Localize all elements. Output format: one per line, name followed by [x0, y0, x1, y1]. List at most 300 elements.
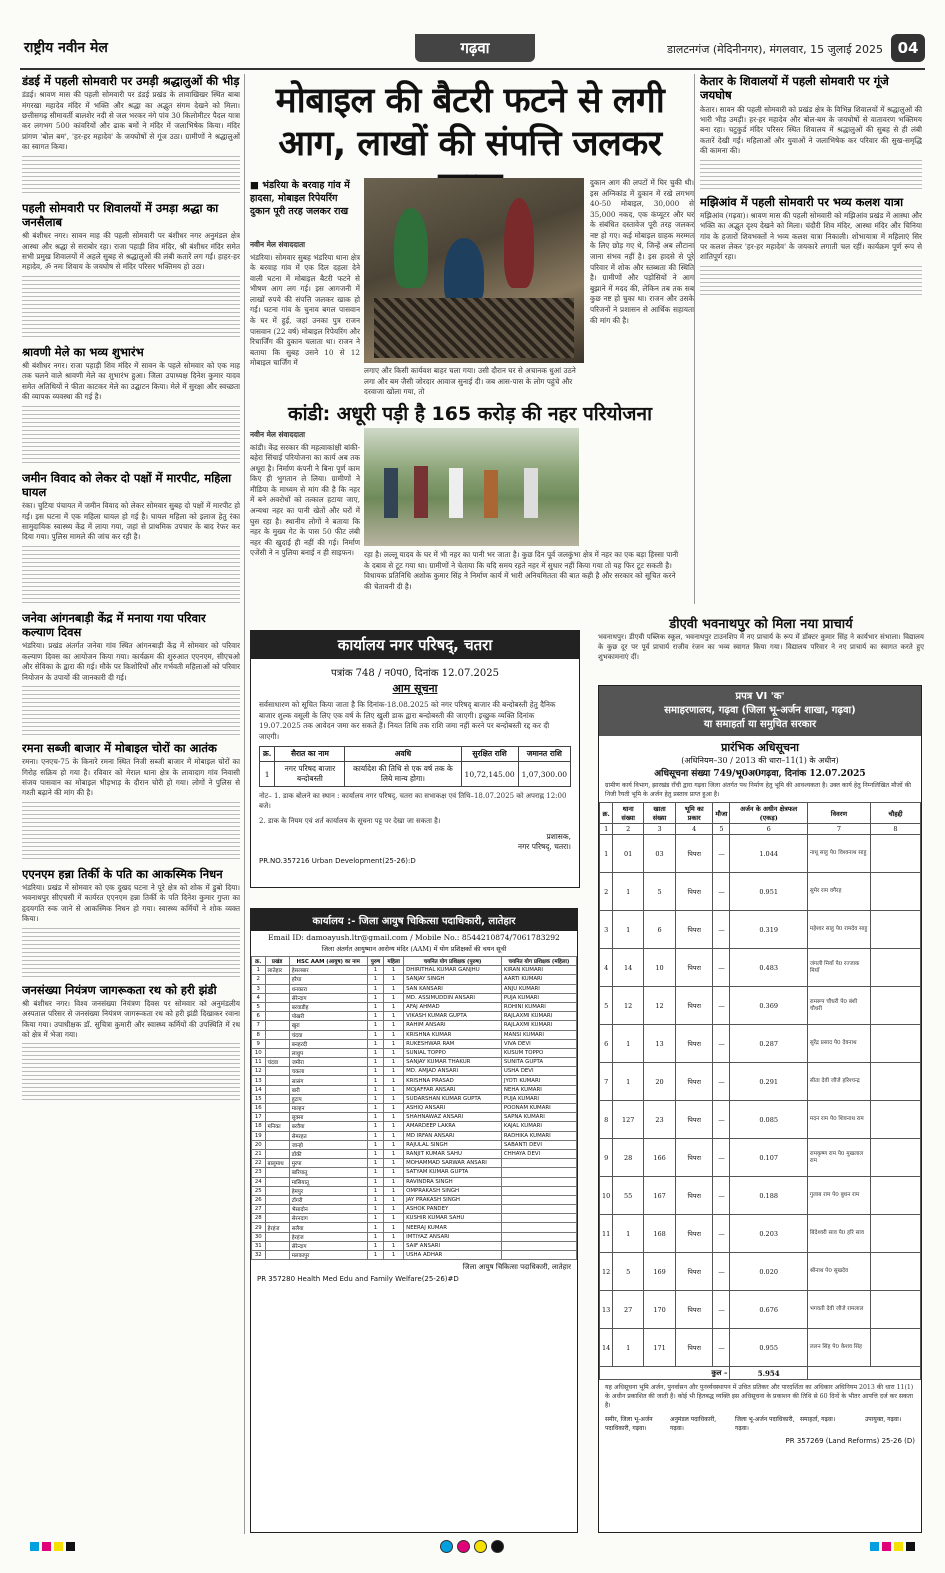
boundary-cell	[871, 1253, 921, 1291]
table-cell	[265, 1067, 289, 1076]
table-cell: पिपरा	[676, 873, 713, 911]
notice-subtitle: आम सूचना	[392, 682, 438, 695]
table-cell: 0.319	[730, 911, 807, 949]
table-row	[252, 1186, 577, 1195]
table-cell	[501, 1186, 576, 1195]
table-cell: 12	[644, 987, 676, 1025]
table-row	[252, 1030, 577, 1039]
table-cell	[501, 1251, 576, 1260]
table-cell	[265, 1214, 289, 1223]
lead-body-col1	[250, 240, 360, 369]
story-body: मझिआंव (गढ़वा)। श्रावण मास की पहली सोमवारी को मझिआंव प्रखंड में आस्था और भक्ति का अद्भुत दृश्य देखने को मिला। चंदौरी शिव मंदिर, आस्था मंदिर और चिनिया गांव के हजारों शिवभक्तों ने भव्य कलश यात्रा निकाली। शोभायात्रा में महिलाएं सिर पर कलश लेकर 'हर-हर महादेव' के जयकारे लगाती चल रहीं। कार्यक्रम पूर्ण रूप से शांतिपूर्ण रहा।	[700, 210, 922, 262]
table-cell: 1	[367, 1195, 383, 1204]
table-row	[600, 1253, 921, 1291]
table-cell: ललन सिंह पे0 केशव सिंह	[807, 1329, 870, 1367]
boundary-cell	[871, 911, 921, 949]
table-cell: 1	[384, 1232, 404, 1241]
table-header: क्र.	[252, 957, 266, 966]
table-cell: 0.483	[730, 949, 807, 987]
table-cell	[265, 1002, 289, 1011]
table-cell: —	[713, 1291, 730, 1329]
table-cell: USHA ADHAR	[404, 1251, 502, 1260]
table-cell: 1	[367, 1186, 383, 1195]
table-cell: मासियातू	[289, 1177, 367, 1186]
text-filler	[22, 405, 240, 465]
table-row	[252, 1241, 577, 1250]
table-cell: MD IRFAN ANSARI	[404, 1131, 502, 1140]
table-cell: 1	[384, 1122, 404, 1131]
black-swatch	[906, 1542, 915, 1551]
photo-figure	[394, 208, 428, 288]
table-cell: पिपरा	[676, 1025, 713, 1063]
table-cell: 169	[644, 1253, 676, 1291]
table-cell: AMARDEEP LAKRA	[404, 1122, 502, 1131]
table-cell: ANJU KUMARI	[501, 984, 576, 993]
table-cell: 23	[252, 1168, 266, 1177]
table-row	[252, 1251, 577, 1260]
table-cell: 0.291	[730, 1063, 807, 1101]
table-row	[252, 1048, 577, 1057]
notice-note: नोट– 1. डाक बोलने का स्थान : कार्यालय नगर परिषद्, चतरा का सभाकक्ष एवं तिथि–18.07.2025 को अपराह्न 12:00 बजे।	[259, 792, 567, 811]
table-cell: —	[713, 1025, 730, 1063]
table-cell: पिपरा	[676, 911, 713, 949]
table-cell: 0.676	[730, 1291, 807, 1329]
table-cell	[265, 1177, 289, 1186]
table-cell: हुटाप	[289, 1094, 367, 1103]
signature: उपायुक्त, गढ़वा।	[865, 1416, 902, 1424]
table-cell: 29	[252, 1223, 266, 1232]
table-cell: 168	[644, 1215, 676, 1253]
table-cell: 1	[384, 1241, 404, 1250]
magenta-swatch	[882, 1542, 891, 1551]
table-cell: 20	[252, 1140, 266, 1149]
story-body: रमना। एनएच-75 के किनारे रमना स्थित निजी सब्जी बाजार में मोबाइल चोरों का गिरोह सक्रिय हो गया है। रविवार को मेराल थाना क्षेत्र के लावादाग गांव निवासी संजय पासवान का मोबाइल भीड़भाड़ के दौरान चोरी हो गया। लोगों ने पुलिस से गश्ती बढ़ाने की मांग की है।	[22, 757, 240, 798]
table-cell: RANJIT KUMAR SAHU	[404, 1149, 502, 1158]
table-row	[252, 1195, 577, 1204]
table-cell: 1	[367, 1232, 383, 1241]
table-cell: 0.107	[730, 1139, 807, 1177]
table-cell: 1	[367, 1058, 383, 1067]
photo-figure	[449, 468, 463, 518]
cyan-swatch	[870, 1542, 879, 1551]
table-header: क्र.	[260, 747, 275, 762]
table-cell: OMPRAKASH SINGH	[404, 1186, 502, 1195]
table-cell: 1	[367, 1104, 383, 1113]
photo-figure	[484, 470, 498, 518]
table-header: सैरात का नाम	[275, 747, 345, 762]
table-header: प्रखंड	[265, 957, 289, 966]
table-row	[252, 1094, 577, 1103]
table-cell: बालूमाथ	[265, 1159, 289, 1168]
table-cell: 1	[367, 1251, 383, 1260]
col-number: 1	[600, 824, 613, 835]
table-cell: 24	[252, 1177, 266, 1186]
story	[700, 74, 922, 189]
table-row	[252, 1067, 577, 1076]
table-cell: 1	[260, 762, 275, 787]
notice-form: प्रपत्र VI 'क'	[735, 691, 785, 702]
table-row	[252, 1039, 577, 1048]
right-column	[700, 74, 922, 494]
boundary-cell	[871, 1101, 921, 1139]
table-cell: 5	[613, 1253, 644, 1291]
table-cell: पिपरा	[676, 1139, 713, 1177]
story	[22, 983, 240, 1103]
table-cell: KUSHIR KUMAR SAHU	[404, 1214, 502, 1223]
table-row	[252, 984, 577, 993]
table-cell: चकला	[289, 1067, 367, 1076]
table-cell: JYOTI KUMARI	[501, 1076, 576, 1085]
table-cell: IMTIYAZ ANSARI	[404, 1232, 502, 1241]
table-cell: 6	[644, 911, 676, 949]
table-cell: 15	[252, 1094, 266, 1103]
table-cell: मलकापुर	[289, 1251, 367, 1260]
table-row	[260, 762, 571, 787]
dav-headline: डीएवी भवनाथपुर को मिला नया प्राचार्य	[669, 617, 853, 632]
cyan-swatch	[30, 1542, 39, 1551]
table-cell: RAVINDRA SINGH	[404, 1177, 502, 1186]
table-row	[252, 1113, 577, 1122]
col-number: 8	[871, 824, 921, 835]
table-cell: पिपरा	[676, 1063, 713, 1101]
table-cell: 1	[384, 1177, 404, 1186]
table-header: अवधि	[345, 747, 461, 762]
table-cell: रामरूप चौधरी पे0 बंशी चौधरी	[807, 987, 870, 1025]
notice-footer: यह अधिसूचना भूमि अर्जन, पुनर्वासन और पुनर्व्यवस्थापन में उचित प्रतिकर और पारदर्शिता का अधिकार अधिनियम 2013 की धारा 11(1) के अधीन प्रकाशित की जाती है। कोई भी हितबद्ध व्यक्ति इस अधिसूचना के प्रकाशन की तिथि से 60 दिनों के भीतर आपत्ति दर्ज कर सकता है।	[605, 1384, 914, 1409]
table-cell: पिपरा	[676, 1291, 713, 1329]
table-cell: 5	[252, 1002, 266, 1011]
table-cell: AFAJ AHMAD	[404, 1002, 502, 1011]
col-number: 4	[676, 824, 713, 835]
story-headline: रमना सब्जी बाजार में मोबाइल चोरों का आतंक	[22, 740, 217, 755]
table-cell: 1	[384, 1002, 404, 1011]
table-cell: 27	[252, 1205, 266, 1214]
notice-authority: या समाहर्ता या समुचित सरकार	[703, 719, 817, 730]
table-row	[600, 1215, 921, 1253]
table-cell: 1	[384, 1058, 404, 1067]
story-headline: पहली सोमवारी पर शिवालयों में उमड़ा श्रद्धा का जनसैलाब	[22, 200, 219, 229]
byline: नवीन मेल संवाददाता	[250, 430, 306, 439]
table-cell: KIRAN KUMARI	[501, 966, 576, 975]
table-cell: SANJAY KUMAR THAKUR	[404, 1058, 502, 1067]
black-swatch	[66, 1542, 75, 1551]
story	[22, 867, 240, 977]
table-cell: —	[713, 1139, 730, 1177]
table-cell: MOJAFFAR ANSARI	[404, 1085, 502, 1094]
table-cell	[265, 1021, 289, 1030]
photo-figure	[504, 198, 534, 288]
table-cell: MANSI KUMARI	[501, 1030, 576, 1039]
table-cell: मनिका	[265, 1122, 289, 1131]
table-row	[600, 1177, 921, 1215]
table-cell: सेरनदाग	[289, 1214, 367, 1223]
table-cell: RADHIKA KUMARI	[501, 1131, 576, 1140]
table-cell: धनकारा	[289, 984, 367, 993]
table-cell: 11	[600, 1215, 613, 1253]
table-header: चौहद्दी	[871, 803, 921, 824]
table-cell	[265, 1186, 289, 1195]
table-cell: सलैया	[289, 1223, 367, 1232]
table-row	[252, 1214, 577, 1223]
table-cell: NEERAJ KUMAR	[404, 1223, 502, 1232]
table-cell: चंदवा	[289, 1030, 367, 1039]
table-cell	[265, 1195, 289, 1204]
table-cell: 23	[644, 1101, 676, 1139]
table-cell: 7	[600, 1063, 613, 1101]
notice-header	[599, 686, 921, 736]
table-cell: 1	[384, 975, 404, 984]
table-cell: 4	[252, 993, 266, 1002]
story	[22, 741, 240, 861]
table-cell: सीता देवी जौजे हरिश्चन्द्र	[807, 1063, 870, 1101]
table-cell: 1	[613, 1063, 644, 1101]
table-cell: 12	[252, 1067, 266, 1076]
notice-text: सर्वसाधारण को सूचित किया जाता है कि दिनांक-18.08.2025 को नगर परिषद् बाजार की बन्दोबस्ती हेतु दैनिक बाजार शुल्क वसूली के लिए एक वर्ष के लिए खुली डाक द्वारा बन्दोबस्ती की जाएगी। इच्छुक व्यक्ति दिनांक 19.07.2025 तक आवेदन जमा कर सकते हैं। नियत तिथि तक राशि जमा नहीं करने पर बन्दोबस्ती रद्द कर दी जाएगी।	[259, 700, 556, 741]
table-header: खाता संख्या	[644, 803, 676, 824]
pr-number: PR 357269 (Land Reforms) 25-26 (D)	[785, 1437, 915, 1446]
magenta-swatch	[42, 1542, 51, 1551]
table-cell: SATYAM KUMAR GUPTA	[404, 1168, 502, 1177]
story-headline: जनसंख्या नियंत्रण जागरूकता रथ को हरी झंडी	[22, 982, 217, 997]
table-cell: महेश्वर साहु पे0 रामदेव साहु	[807, 911, 870, 949]
table-cell: 1	[384, 1076, 404, 1085]
table-header: जमानत राशि	[518, 747, 570, 762]
table-row	[600, 1291, 921, 1329]
canal-photo	[364, 428, 579, 546]
table-cell: 1	[384, 1067, 404, 1076]
text-filler	[22, 275, 240, 339]
table-cell: 1	[367, 1039, 383, 1048]
boundary-cell	[871, 1291, 921, 1329]
table-cell: RAJLAXMI KUMARI	[501, 1012, 576, 1021]
table-cell: 10	[252, 1048, 266, 1057]
table-cell: 1	[613, 1025, 644, 1063]
table-cell: 127	[613, 1101, 644, 1139]
table-cell: हेमपुर	[289, 1186, 367, 1195]
story-body: भंडरिया। प्रखंड में सोमवार को एक दुखद घटना ने पूरे क्षेत्र को शोक में डुबो दिया। भवनाथपुर सीएचसी में कार्यरत एएनएम हन्ना तिर्की के पति दिनेश कुमार गुप्ता का हृदयगति रुक जाने से आकस्मिक निधन हो गया। स्वास्थ्य कर्मियों ने शोक व्यक्त किया।	[22, 883, 240, 924]
table-cell: 1	[384, 1104, 404, 1113]
table-cell: SAPNA KUMARI	[501, 1113, 576, 1122]
table-cell: 21	[252, 1149, 266, 1158]
table-cell: 1	[384, 1012, 404, 1021]
yellow-swatch	[54, 1542, 63, 1551]
table-cell: 1	[367, 1067, 383, 1076]
bullet-icon: ■	[250, 180, 263, 191]
table-cell: ASHIQ ANSARI	[404, 1104, 502, 1113]
table-cell: 1	[384, 993, 404, 1002]
table-cell	[265, 1241, 289, 1250]
table-cell: 1	[367, 1241, 383, 1250]
table-cell	[265, 1104, 289, 1113]
col-number: 6	[730, 824, 807, 835]
table-cell: पिपरा	[676, 987, 713, 1025]
table-cell: पिपरा	[676, 949, 713, 987]
table-cell: 4	[600, 949, 613, 987]
column-divider	[694, 74, 695, 604]
table-cell: लाधुप	[289, 1048, 367, 1057]
table-cell: 1	[384, 1030, 404, 1039]
table-cell: 27	[613, 1291, 644, 1329]
table-header: क्र.	[600, 803, 613, 824]
table-cell: 01	[613, 835, 644, 873]
table-cell: 10	[644, 949, 676, 987]
table-cell: कार्यादेश की तिथि से एक वर्ष तक के लिये मान्य होगा।	[345, 762, 461, 787]
registration-mark	[457, 1540, 470, 1553]
table-row	[252, 1149, 577, 1158]
table-cell	[265, 1094, 289, 1103]
notice-title: कार्यालय :- जिला आयुष चिकित्सा पदाधिकारी, लातेहार	[251, 909, 577, 931]
table-cell: 28	[613, 1139, 644, 1177]
table-cell: 2	[600, 873, 613, 911]
table-cell: —	[713, 911, 730, 949]
table-cell	[807, 1367, 920, 1380]
boundary-cell	[871, 835, 921, 873]
table-cell: 6	[252, 1012, 266, 1021]
table-header: भूमि का प्रकार	[676, 803, 713, 824]
table-cell: जान्हो	[289, 1140, 367, 1149]
table-row	[252, 966, 577, 975]
table-cell: 13	[252, 1076, 266, 1085]
table-cell: 1	[384, 1195, 404, 1204]
table-cell: 1	[384, 1094, 404, 1103]
table-cell: सासंग	[289, 1076, 367, 1085]
story-body: रंका। चुटिया पंचायत में जमीन विवाद को लेकर सोमवार सुबह दो पक्षों में मारपीट हो गई। इस घटना में एक महिला घायल हो गई है। घायल महिला को इलाज हेतु रंका सामुदायिक स्वास्थ्य केंद्र में लाया गया, जहां से प्राथमिक उपचार के बाद रेफर कर दिया गया। पुलिस मामले की जांच कर रही है।	[22, 501, 240, 542]
table-cell: खुरा	[289, 1021, 367, 1030]
table-cell: 1	[367, 993, 383, 1002]
table-header: मौजा	[713, 803, 730, 824]
table-cell: 166	[644, 1139, 676, 1177]
table-cell: 20	[644, 1063, 676, 1101]
table-cell: ASHOK PANDEY	[404, 1205, 502, 1214]
notice-title: प्रारंभिक अधिसूचना	[721, 741, 799, 754]
story-headline: जनेवा आंगनबाड़ी केंद्र में मनाया गया परिवार कल्याण दिवस	[22, 610, 206, 640]
table-cell: 13	[644, 1025, 676, 1063]
table-header: चयनित योग प्रशिक्षक (महिला)	[501, 957, 576, 966]
table-cell: पिपरा	[676, 1177, 713, 1215]
fire-photo	[364, 178, 584, 363]
table-cell: CHHAYA DEVI	[501, 1149, 576, 1158]
table-cell	[265, 975, 289, 984]
table-cell: KRISHNA KUMAR	[404, 1030, 502, 1039]
signature: जिला भू-अर्जन पदाधिकारी, गढ़वा।	[735, 1416, 795, 1432]
notice-note: 2. डाक के नियम एवं शर्त कार्यालय के सूचना पट्ट पर देखा जा सकता है।	[259, 816, 441, 825]
table-header: अर्जन के अधीन क्षेत्रफल (एकड़)	[730, 803, 807, 824]
table-cell: MD. ASSIMUDDIN ANSARI	[404, 993, 502, 1002]
signature: समाहर्ता, गढ़वा।	[800, 1416, 836, 1424]
table-cell: 1	[367, 1076, 383, 1085]
table-cell: 0.188	[730, 1177, 807, 1215]
table-cell: 17	[252, 1113, 266, 1122]
table-cell: MD. AMJAD ANSARI	[404, 1067, 502, 1076]
table-cell	[265, 1076, 289, 1085]
table-cell: 9	[600, 1139, 613, 1177]
table-cell: 1	[384, 1140, 404, 1149]
table-cell: पिपरा	[676, 835, 713, 873]
table-cell: 26	[252, 1195, 266, 1204]
table-cell: SANJAY SINGH	[404, 975, 502, 984]
table-cell: 0.020	[730, 1253, 807, 1291]
text-filler	[700, 159, 922, 189]
table-header: सुरक्षित राशि	[461, 747, 518, 762]
table-cell: सुमेर राम वगैरह	[807, 873, 870, 911]
table-cell	[501, 1177, 576, 1186]
masthead: राष्ट्रीय नवीन मेल	[24, 40, 108, 56]
table-cell: POONAM KUMARI	[501, 1104, 576, 1113]
table-cell: 1	[384, 1251, 404, 1260]
story-headline: केतार के शिवालयों में पहली सोमवारी पर गूंजे जयघोष	[700, 74, 889, 103]
story-headline: डंडई में पहली सोमवारी पर उमड़ी श्रद्धालुओं की भीड़	[22, 74, 240, 88]
table-cell: 1	[613, 1215, 644, 1253]
story-body: श्री बंशीधर नगर। सावन माह की पहली सोमवारी पर बंशीधर नगर अनुमंडल क्षेत्र आस्था और श्रद्धा से सराबोर रहा। राजा पहाड़ी शिव मंदिर, श्री बंशीधर मंदिर समेत सभी प्रमुख शिवालयों में अहले सुबह से श्रद्धालुओं की लंबी कतारें लग गईं। हाहर-हर महादेव, ॐ नमः शिवाय के जयघोष से मंदिर परिसर भक्तिमय हो उठा।	[22, 231, 240, 272]
boundary-cell	[871, 1025, 921, 1063]
table-row	[252, 1002, 577, 1011]
table-row	[252, 993, 577, 1002]
table-cell: 1	[367, 1122, 383, 1131]
ayush-notice	[250, 908, 578, 1533]
table-cell: —	[713, 1329, 730, 1367]
table-cell: PUJA KUMARI	[501, 1094, 576, 1103]
lead-headline: मोबाइल की बैटरी फटने से लगी आग, लाखों की संपत्ति जलकर	[275, 81, 665, 164]
notice-signature	[259, 832, 571, 853]
notice-ref: अधिसूचना संख्या 749/भू0अ0गढ़वा, दिनांक 12.07.2025	[654, 769, 866, 779]
table-cell: 1	[384, 1048, 404, 1057]
boundary-cell	[871, 873, 921, 911]
boundary-cell	[871, 987, 921, 1025]
chatra-notice	[250, 630, 580, 888]
photo-debris	[374, 298, 574, 358]
table-cell: RAJULAL SINGH	[404, 1140, 502, 1149]
table-cell: गुलाब राम पे0 बुधन राम	[807, 1177, 870, 1215]
table-header: विवरण	[807, 803, 870, 824]
table-cell: 14	[600, 1329, 613, 1367]
pr-number: PR 357280 Health Med Edu and Family Welfare(25-26)#D	[257, 1275, 459, 1284]
table-row	[600, 987, 921, 1025]
table-cell: 1	[384, 1186, 404, 1195]
table-cell: 32	[252, 1251, 266, 1260]
table-cell: सुरेंद्र प्रसाद पे0 देवनाथ	[807, 1025, 870, 1063]
table-cell: 1	[367, 1177, 383, 1186]
table-cell	[501, 1214, 576, 1223]
total-label: कुल –	[600, 1367, 730, 1380]
table-cell: नाथू साहु पे0 विश्वनाथ साहु	[807, 835, 870, 873]
table-row	[252, 1232, 577, 1241]
table-cell: 55	[613, 1177, 644, 1215]
table-cell: 1	[384, 1159, 404, 1168]
photo-figure	[384, 468, 398, 518]
table-cell: 1	[613, 911, 644, 949]
table-cell	[501, 1159, 576, 1168]
col-number: 2	[613, 824, 644, 835]
table-cell: सेरेन्दाग	[289, 1241, 367, 1250]
table-cell: SUNIAL TOPPO	[404, 1048, 502, 1057]
table-cell: हेसलबार	[289, 966, 367, 975]
text-filler	[22, 927, 240, 977]
total-area: 5.954	[730, 1367, 807, 1380]
table-row	[600, 949, 921, 987]
pr-number: PR.NO.357216 Urban Development(25-26):D	[259, 856, 416, 865]
table-cell: बरवाडीह	[289, 1002, 367, 1011]
table-cell: 22	[252, 1159, 266, 1168]
boundary-cell	[871, 1215, 921, 1253]
table-cell: 25	[252, 1186, 266, 1195]
table-cell: 8	[600, 1101, 613, 1139]
table-cell	[265, 1085, 289, 1094]
table-cell: AARTI KUMARI	[501, 975, 576, 984]
table-cell	[501, 1232, 576, 1241]
table-cell: रामकृष्ण राम पे0 मुखलाल राम	[807, 1139, 870, 1177]
table-cell: श्रीनाथ पे0 सुखदेव	[807, 1253, 870, 1291]
table-row	[252, 1058, 577, 1067]
